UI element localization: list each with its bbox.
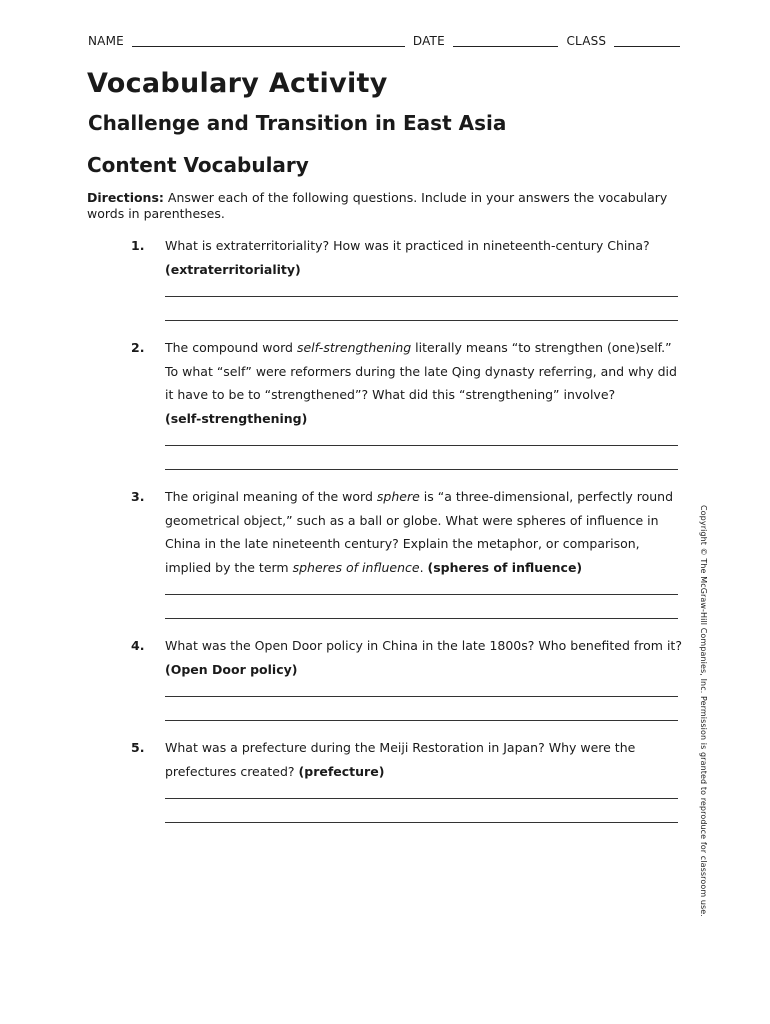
answer-line[interactable]	[165, 696, 678, 697]
vocabulary-term: (self-strengthening)	[165, 410, 308, 426]
question-number: 4.	[131, 638, 145, 653]
vocabulary-term: (prefecture)	[298, 763, 385, 779]
question-text-segment: What was the Open Door policy in China in the late 1800s? Who benefited from it?	[165, 638, 682, 653]
class-label: CLASS	[566, 34, 607, 48]
answer-line[interactable]	[165, 618, 678, 619]
name-field[interactable]	[132, 35, 405, 47]
section-title: Content Vocabulary	[87, 153, 309, 177]
question-text-segment: literally means “to strengthen (one)self.” To what “self” were reformers during the late Qing dynasty referring, and why did it have to be to “strengthened”? What did this “strengthening” involve?	[165, 340, 677, 402]
question-text-segment: What is extraterritoriality? How was it practiced in nineteenth-century China?	[165, 238, 650, 253]
copyright-notice: Copyright © The McGraw-Hill Companies, Inc. Permission is granted to reproduce for classroom use.	[699, 505, 708, 917]
question-text-segment: .	[419, 559, 428, 575]
question-number: 5.	[131, 740, 145, 755]
vocabulary-term: (spheres of influence)	[427, 559, 583, 575]
question-text	[165, 336, 687, 430]
answer-line[interactable]	[165, 445, 678, 446]
question-text-segment: is “a three-dimensional, perfectly round geometrical object,” such as a ball or globe. What were spheres of influence in China in the late nineteenth century? Explain the metaphor, or comparison, implied by the term	[165, 489, 673, 575]
question-text	[165, 736, 687, 783]
directions-text: Answer each of the following questions. Include in your answers the vocabulary words in parentheses.	[87, 190, 668, 221]
vocabulary-term: (extraterritoriality)	[165, 261, 301, 277]
question-text-segment: The compound word	[165, 340, 297, 355]
question-number: 1.	[131, 238, 145, 253]
question-text	[165, 234, 687, 281]
answer-line[interactable]	[165, 798, 678, 799]
question-text	[165, 485, 687, 579]
question-number: 3.	[131, 489, 145, 504]
vocabulary-term: (Open Door policy)	[165, 661, 298, 677]
date-field[interactable]	[453, 35, 559, 47]
question-number: 2.	[131, 340, 145, 355]
class-field[interactable]	[614, 35, 680, 47]
answer-line[interactable]	[165, 469, 678, 470]
page-subtitle: Challenge and Transition in East Asia	[88, 111, 507, 135]
page-title: Vocabulary Activity	[87, 68, 388, 99]
name-label: NAME	[88, 34, 124, 48]
question-text-segment: What was a prefecture during the Meiji Restoration in Japan? Why were the prefectures created?	[165, 740, 636, 779]
date-label: DATE	[412, 34, 445, 48]
italic-word: sphere	[376, 489, 420, 504]
answer-line[interactable]	[165, 822, 678, 823]
answer-line[interactable]	[165, 320, 678, 321]
question-text	[165, 634, 687, 681]
directions-label: Directions:	[87, 190, 164, 205]
answer-line[interactable]	[165, 594, 678, 595]
answer-line[interactable]	[165, 720, 678, 721]
directions	[87, 190, 682, 222]
student-info-header	[88, 34, 680, 48]
italic-word: spheres of influence	[292, 559, 420, 575]
italic-word: self-strengthening	[296, 340, 412, 355]
answer-line[interactable]	[165, 296, 678, 297]
question-text-segment: The original meaning of the word	[165, 489, 377, 504]
